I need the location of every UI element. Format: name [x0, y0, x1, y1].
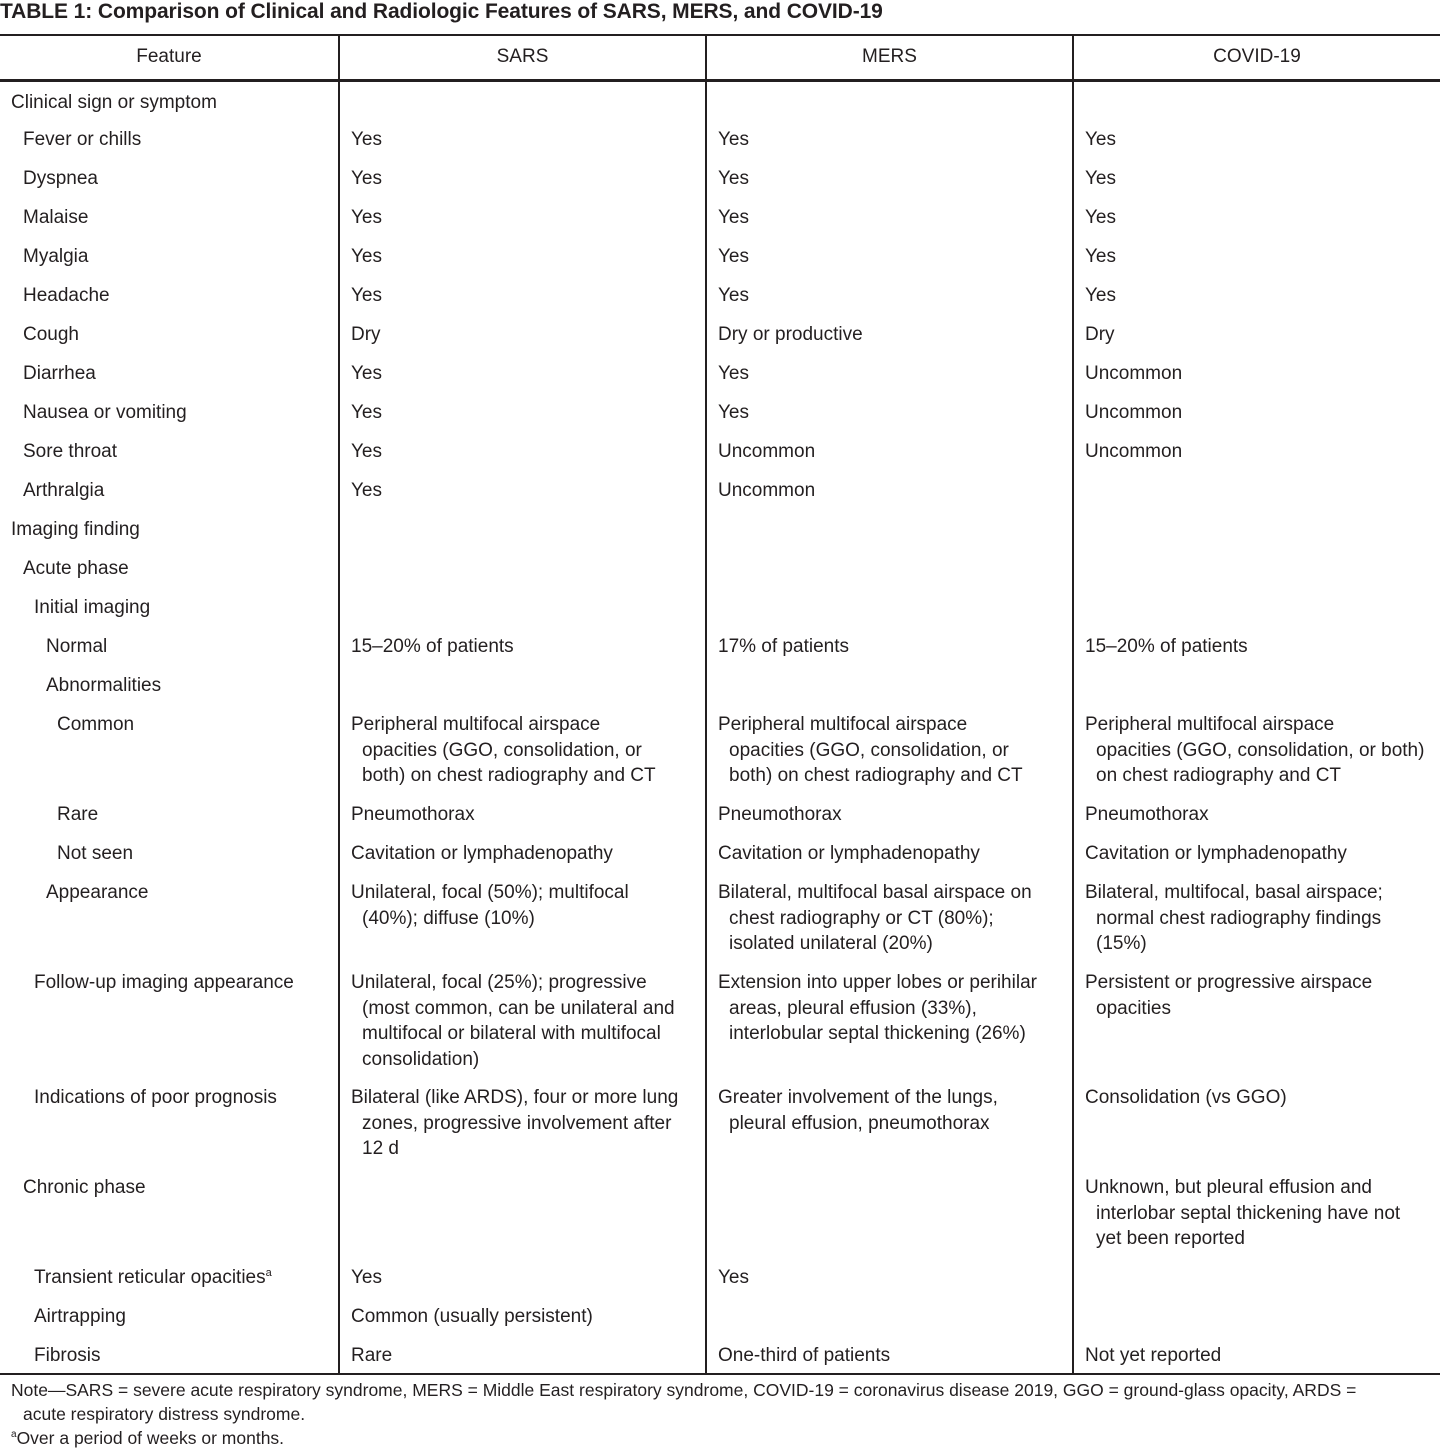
- covid-cell-line: opacities (GGO, consolidation, or both): [1096, 739, 1425, 761]
- mers-cell: [706, 158, 1073, 197]
- sars-cell-line: Unilateral, focal (50%); multifocal: [351, 882, 629, 903]
- covid-cell: [1073, 962, 1440, 1077]
- mers-cell-line: Yes: [718, 363, 749, 384]
- mers-cell-line: Cavitation or lymphadenopathy: [718, 843, 980, 864]
- covid-cell-line: Yes: [1085, 168, 1116, 189]
- covid-cell: [1073, 353, 1440, 392]
- covid-cell: [1073, 1296, 1440, 1335]
- mers-cell-line: interlobular septal thickening (26%): [729, 1023, 1026, 1044]
- sars-cell-line: 12 d: [362, 1138, 399, 1159]
- mers-cell: [706, 626, 1073, 665]
- mers-cell-line: Peripheral multifocal airspace: [718, 714, 968, 735]
- covid-cell: [1073, 314, 1440, 353]
- sars-cell-line: Bilateral (like ARDS), four or more lung: [351, 1087, 679, 1108]
- sars-cell: [339, 80, 706, 119]
- table-row: [0, 236, 1440, 275]
- footnote: [0, 1426, 1440, 1450]
- mers-cell-line: 17% of patients: [718, 636, 849, 657]
- covid-cell: [1073, 1167, 1440, 1257]
- table-row: [0, 587, 1440, 626]
- sars-cell: [339, 794, 706, 833]
- mers-cell-line: Yes: [718, 285, 749, 306]
- feature-label: Transient reticular opacities: [34, 1267, 266, 1288]
- feature-label: Malaise: [23, 207, 89, 228]
- table-row: [0, 431, 1440, 470]
- feature-cell: [0, 1077, 339, 1167]
- sars-cell-line: opacities (GGO, consolidation, or: [362, 739, 642, 761]
- table-row: [0, 704, 1440, 794]
- covid-cell-line: (15%): [1096, 933, 1147, 954]
- sars-cell: [339, 314, 706, 353]
- covid-cell: [1073, 794, 1440, 833]
- sars-cell: [339, 197, 706, 236]
- table-row: [0, 1167, 1440, 1257]
- feature-cell: [0, 314, 339, 353]
- sars-cell: [339, 236, 706, 275]
- covid-cell: [1073, 392, 1440, 431]
- sars-cell: [339, 1335, 706, 1374]
- table-note: [0, 1378, 1440, 1450]
- covid-cell: [1073, 665, 1440, 704]
- feature-cell: [0, 236, 339, 275]
- covid-cell: [1073, 197, 1440, 236]
- mers-cell-line: areas, pleural effusion (33%),: [729, 997, 977, 1019]
- covid-cell: [1073, 548, 1440, 587]
- covid-cell-line: Dry: [1085, 324, 1115, 345]
- mers-cell: [706, 314, 1073, 353]
- column-header-mers: MERS: [706, 35, 1073, 80]
- feature-label: Clinical sign or symptom: [11, 91, 217, 113]
- mers-cell-line: opacities (GGO, consolidation, or: [729, 739, 1009, 761]
- sars-cell-line: Cavitation or lymphadenopathy: [351, 843, 613, 864]
- sars-cell: [339, 470, 706, 509]
- covid-cell: [1073, 704, 1440, 794]
- feature-label: Chronic phase: [23, 1177, 146, 1198]
- sars-cell-line: consolidation): [362, 1048, 480, 1070]
- feature-label: Appearance: [46, 882, 149, 903]
- covid-cell: [1073, 872, 1440, 962]
- covid-cell: [1073, 275, 1440, 314]
- table-row: [0, 80, 1440, 119]
- covid-cell: [1073, 158, 1440, 197]
- mers-cell-line: isolated unilateral (20%): [729, 933, 933, 954]
- covid-cell-line: Uncommon: [1085, 363, 1183, 384]
- feature-label: Arthralgia: [23, 480, 105, 501]
- feature-label: Imaging finding: [11, 519, 140, 540]
- column-header-sars: SARS: [339, 35, 706, 80]
- sars-cell: [339, 509, 706, 548]
- mers-cell-line: Greater involvement of the lungs,: [718, 1087, 998, 1108]
- sars-cell: [339, 1296, 706, 1335]
- sars-cell-line: Yes: [351, 363, 382, 384]
- table-row: [0, 626, 1440, 665]
- mers-cell: [706, 509, 1073, 548]
- mers-cell-line: Extension into upper lobes or perihilar: [718, 972, 1037, 993]
- mers-cell: [706, 197, 1073, 236]
- mers-cell: [706, 470, 1073, 509]
- feature-cell: [0, 626, 339, 665]
- mers-cell-line: Uncommon: [718, 441, 816, 462]
- feature-label: Acute phase: [23, 558, 129, 579]
- covid-cell: [1073, 470, 1440, 509]
- covid-cell: [1073, 509, 1440, 548]
- table-row: [0, 833, 1440, 872]
- feature-label: Headache: [23, 285, 110, 306]
- feature-label: Dyspnea: [23, 168, 98, 189]
- covid-cell: [1073, 587, 1440, 626]
- sars-cell-line: zones, progressive involvement after: [362, 1112, 672, 1134]
- note-line: Note—SARS = severe acute respiratory syndrome, MERS = Middle East respiratory syndrome, COVID-19 = coronavirus disease 2019, GGO = ground-glass opacity, ARDS =: [11, 1380, 1357, 1400]
- covid-cell-line: on chest radiography and CT: [1096, 765, 1342, 786]
- sars-cell: [339, 548, 706, 587]
- sars-cell-line: Yes: [351, 207, 382, 228]
- covid-cell: [1073, 833, 1440, 872]
- mers-cell: [706, 119, 1073, 158]
- footnote-text: Over a period of weeks or months.: [16, 1428, 285, 1448]
- covid-cell-line: Persistent or progressive airspace: [1085, 972, 1373, 993]
- covid-cell-line: Uncommon: [1085, 441, 1183, 462]
- covid-cell-line: Peripheral multifocal airspace: [1085, 714, 1335, 735]
- sars-cell-line: (40%); diffuse (10%): [362, 907, 535, 929]
- feature-label: Fibrosis: [34, 1345, 101, 1366]
- sars-cell-line: multifocal or bilateral with multifocal: [362, 1023, 661, 1044]
- covid-cell: [1073, 80, 1440, 119]
- sars-cell-line: Common (usually persistent): [351, 1306, 593, 1327]
- sars-cell-line: Pneumothorax: [351, 804, 475, 825]
- table-row: [0, 1257, 1440, 1296]
- mers-cell-line: Dry or productive: [718, 324, 863, 345]
- mers-cell: [706, 704, 1073, 794]
- feature-cell: [0, 587, 339, 626]
- sars-cell-line: Peripheral multifocal airspace: [351, 714, 601, 735]
- column-header-covid: COVID-19: [1073, 35, 1440, 80]
- sars-cell: [339, 872, 706, 962]
- feature-label: Initial imaging: [34, 597, 151, 618]
- mers-cell-line: Pneumothorax: [718, 804, 842, 825]
- sars-cell: [339, 431, 706, 470]
- note-line-continued: acute respiratory distress syndrome.: [23, 1404, 306, 1424]
- mers-cell: [706, 353, 1073, 392]
- sars-cell: [339, 665, 706, 704]
- sars-cell: [339, 626, 706, 665]
- mers-cell-line: chest radiography or CT (80%);: [729, 907, 994, 929]
- table-row: [0, 665, 1440, 704]
- feature-cell: [0, 548, 339, 587]
- feature-cell: [0, 119, 339, 158]
- mers-cell: [706, 431, 1073, 470]
- covid-cell-line: Yes: [1085, 207, 1116, 228]
- feature-cell: [0, 794, 339, 833]
- column-header-feature: Feature: [0, 35, 339, 80]
- feature-cell: [0, 392, 339, 431]
- covid-cell-line: Unknown, but pleural effusion and: [1085, 1177, 1372, 1198]
- covid-cell-line: Yes: [1085, 129, 1116, 150]
- covid-cell-line: Cavitation or lymphadenopathy: [1085, 843, 1347, 864]
- sars-cell: [339, 392, 706, 431]
- covid-cell: [1073, 431, 1440, 470]
- mers-cell-line: Yes: [718, 129, 749, 150]
- feature-cell: [0, 872, 339, 962]
- covid-cell-line: 15–20% of patients: [1085, 636, 1248, 657]
- mers-cell: [706, 1257, 1073, 1296]
- feature-cell: [0, 509, 339, 548]
- covid-cell: [1073, 626, 1440, 665]
- table-header-row: [0, 35, 1440, 80]
- mers-cell: [706, 1077, 1073, 1167]
- mers-cell-line: Bilateral, multifocal basal airspace on: [718, 882, 1032, 903]
- mers-cell: [706, 1167, 1073, 1257]
- mers-cell: [706, 1296, 1073, 1335]
- covid-cell-line: Not yet reported: [1085, 1345, 1222, 1366]
- sars-cell-line: Yes: [351, 402, 382, 423]
- table-row: [0, 119, 1440, 158]
- sars-cell: [339, 1257, 706, 1296]
- sars-cell-line: Rare: [351, 1345, 393, 1366]
- sars-cell-line: Dry: [351, 324, 381, 345]
- table-body: [0, 80, 1440, 1374]
- mers-cell: [706, 392, 1073, 431]
- sars-cell: [339, 1077, 706, 1167]
- sars-cell-line: Yes: [351, 168, 382, 189]
- mers-cell: [706, 872, 1073, 962]
- sars-cell: [339, 833, 706, 872]
- sars-cell: [339, 119, 706, 158]
- footnote-mark: a: [265, 1267, 272, 1279]
- feature-label: Abnormalities: [46, 675, 162, 696]
- mers-cell: [706, 236, 1073, 275]
- mers-cell-line: Yes: [718, 1267, 749, 1288]
- mers-cell: [706, 275, 1073, 314]
- feature-cell: [0, 80, 339, 119]
- table-row: [0, 872, 1440, 962]
- covid-cell-line: Consolidation (vs GGO): [1085, 1087, 1287, 1108]
- feature-label: Sore throat: [23, 441, 117, 462]
- sars-cell: [339, 275, 706, 314]
- feature-cell: [0, 1257, 339, 1296]
- feature-label: Cough: [23, 324, 79, 345]
- sars-cell-line: 15–20% of patients: [351, 636, 514, 657]
- mers-cell-line: Uncommon: [718, 480, 816, 501]
- mers-cell: [706, 80, 1073, 119]
- table-title: TABLE 1: Comparison of Clinical and Radiologic Features of SARS, MERS, and COVID-19: [0, 0, 883, 23]
- table-row: [0, 158, 1440, 197]
- feature-label: Follow-up imaging appearance: [34, 972, 294, 993]
- mers-cell: [706, 548, 1073, 587]
- mers-cell: [706, 587, 1073, 626]
- feature-label: Airtrapping: [34, 1306, 126, 1327]
- feature-label: Normal: [46, 636, 108, 657]
- sars-cell-line: Yes: [351, 441, 382, 462]
- covid-cell: [1073, 236, 1440, 275]
- feature-label: Myalgia: [23, 246, 89, 267]
- sars-cell-line: Yes: [351, 285, 382, 306]
- covid-cell-line: interlobar septal thickening have not: [1096, 1202, 1401, 1224]
- feature-cell: [0, 158, 339, 197]
- comparison-table: [0, 34, 1440, 1375]
- sars-cell: [339, 353, 706, 392]
- covid-cell-line: Uncommon: [1085, 402, 1183, 423]
- feature-cell: [0, 470, 339, 509]
- feature-label: Not seen: [57, 843, 134, 864]
- table-row: [0, 1077, 1440, 1167]
- covid-cell-line: opacities: [1096, 997, 1171, 1019]
- sars-cell: [339, 158, 706, 197]
- sars-cell-line: Unilateral, focal (25%); progressive: [351, 972, 647, 993]
- feature-label: Indications of poor prognosis: [34, 1087, 277, 1108]
- sars-cell-line: Yes: [351, 1267, 382, 1288]
- feature-cell: [0, 1167, 339, 1257]
- sars-cell-line: Yes: [351, 129, 382, 150]
- feature-label: Diarrhea: [23, 363, 96, 384]
- feature-cell: [0, 704, 339, 794]
- mers-cell-line: One-third of patients: [718, 1345, 891, 1366]
- feature-cell: [0, 1296, 339, 1335]
- footnote-mark: a: [11, 1429, 17, 1440]
- covid-cell: [1073, 119, 1440, 158]
- mers-cell: [706, 665, 1073, 704]
- feature-cell: [0, 665, 339, 704]
- covid-cell-line: yet been reported: [1096, 1228, 1245, 1249]
- covid-cell-line: Pneumothorax: [1085, 804, 1209, 825]
- table-row: [0, 392, 1440, 431]
- feature-label: Rare: [57, 804, 99, 825]
- table-row: [0, 509, 1440, 548]
- mers-cell-line: Yes: [718, 402, 749, 423]
- feature-cell: [0, 353, 339, 392]
- sars-cell-line: Yes: [351, 480, 382, 501]
- table-row: [0, 1335, 1440, 1374]
- feature-cell: [0, 431, 339, 470]
- sars-cell: [339, 587, 706, 626]
- covid-cell: [1073, 1257, 1440, 1296]
- mers-cell-line: Yes: [718, 207, 749, 228]
- table-row: [0, 470, 1440, 509]
- feature-cell: [0, 833, 339, 872]
- mers-cell: [706, 833, 1073, 872]
- sars-cell-line: both) on chest radiography and CT: [362, 765, 656, 786]
- mers-cell: [706, 1335, 1073, 1374]
- covid-cell: [1073, 1077, 1440, 1167]
- covid-cell: [1073, 1335, 1440, 1374]
- sars-cell-line: Yes: [351, 246, 382, 267]
- covid-cell-line: Yes: [1085, 285, 1116, 306]
- feature-label: Nausea or vomiting: [23, 402, 187, 423]
- mers-cell-line: pleural effusion, pneumothorax: [729, 1112, 990, 1134]
- table-row: [0, 1296, 1440, 1335]
- table-row: [0, 275, 1440, 314]
- table-row: [0, 548, 1440, 587]
- sars-cell-line: (most common, can be unilateral and: [362, 997, 675, 1019]
- feature-cell: [0, 962, 339, 1077]
- sars-cell: [339, 1167, 706, 1257]
- table-row: [0, 962, 1440, 1077]
- mers-cell-line: Yes: [718, 168, 749, 189]
- mers-cell: [706, 962, 1073, 1077]
- covid-cell-line: normal chest radiography findings: [1096, 907, 1382, 929]
- mers-cell-line: both) on chest radiography and CT: [729, 765, 1023, 786]
- covid-cell-line: Yes: [1085, 246, 1116, 267]
- feature-cell: [0, 275, 339, 314]
- sars-cell: [339, 704, 706, 794]
- table-row: [0, 794, 1440, 833]
- feature-cell: [0, 197, 339, 236]
- table-row: [0, 353, 1440, 392]
- mers-cell-line: Yes: [718, 246, 749, 267]
- feature-cell: [0, 1335, 339, 1374]
- mers-cell: [706, 794, 1073, 833]
- feature-label: Fever or chills: [23, 129, 142, 150]
- feature-label: Common: [57, 714, 135, 735]
- table-row: [0, 314, 1440, 353]
- covid-cell-line: Bilateral, multifocal, basal airspace;: [1085, 882, 1383, 903]
- table-row: [0, 197, 1440, 236]
- sars-cell: [339, 962, 706, 1077]
